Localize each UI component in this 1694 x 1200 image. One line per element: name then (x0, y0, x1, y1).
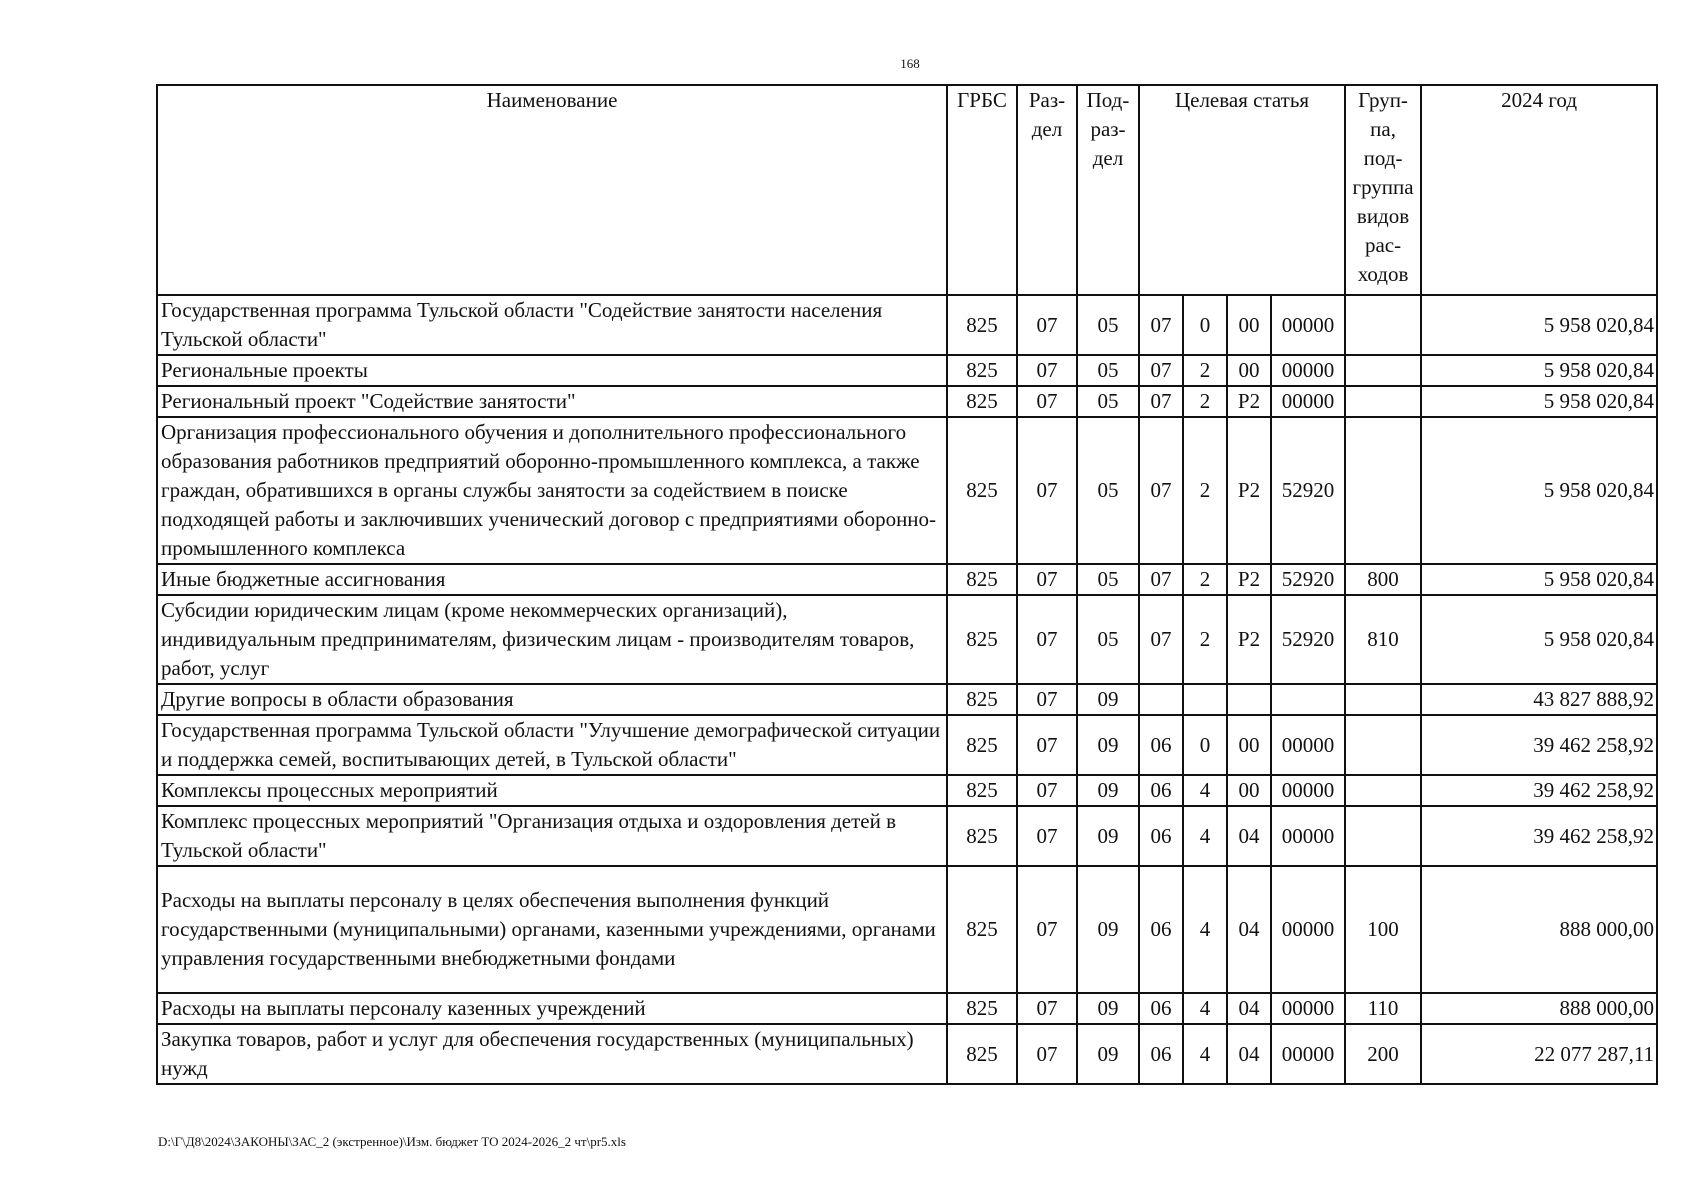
cell-amount: 888 000,00 (1421, 866, 1657, 993)
cell-expense-group (1345, 386, 1421, 417)
header-grbs: ГРБС (947, 85, 1017, 295)
cell-amount: 39 462 258,92 (1421, 806, 1657, 866)
cell-target-program: 07 (1139, 595, 1183, 684)
page-number: 168 (900, 56, 920, 71)
header-row (157, 85, 1657, 295)
cell-amount: 5 958 020,84 (1421, 386, 1657, 417)
cell-target-direction: 52920 (1271, 564, 1345, 595)
cell-expense-group (1345, 295, 1421, 355)
cell-expense-group: 810 (1345, 595, 1421, 684)
cell-amount: 5 958 020,84 (1421, 564, 1657, 595)
cell-target-item: 04 (1227, 806, 1271, 866)
cell-target-program: 06 (1139, 993, 1183, 1024)
table-row (157, 993, 1657, 1024)
header-year: 2024 год (1421, 85, 1657, 295)
cell-razdel: 07 (1017, 295, 1077, 355)
header-name: Наименование (157, 85, 947, 295)
cell-grbs: 825 (947, 715, 1017, 775)
cell-name: Закупка товаров, работ и услуг для обеспечения государственных (муниципальных) нужд (157, 1024, 947, 1084)
cell-expense-group (1345, 715, 1421, 775)
cell-name: Региональный проект "Содействие занятости" (157, 386, 947, 417)
cell-podrazdel: 09 (1077, 775, 1139, 806)
cell-amount: 5 958 020,84 (1421, 355, 1657, 386)
cell-podrazdel: 05 (1077, 386, 1139, 417)
cell-target-type: 0 (1183, 715, 1227, 775)
cell-name: Иные бюджетные ассигнования (157, 564, 947, 595)
cell-target-item: P2 (1227, 564, 1271, 595)
header-podrazdel: Под- раз- дел (1077, 85, 1139, 295)
cell-podrazdel: 05 (1077, 355, 1139, 386)
cell-target-item: 04 (1227, 866, 1271, 993)
cell-target-item: P2 (1227, 417, 1271, 564)
cell-target-direction: 00000 (1271, 866, 1345, 993)
cell-target-direction: 00000 (1271, 295, 1345, 355)
cell-target-item (1227, 684, 1271, 715)
cell-podrazdel: 05 (1077, 417, 1139, 564)
cell-target-type: 2 (1183, 417, 1227, 564)
cell-name: Государственная программа Тульской области "Содействие занятости населения Тульской области" (157, 295, 947, 355)
cell-amount: 5 958 020,84 (1421, 595, 1657, 684)
cell-razdel: 07 (1017, 993, 1077, 1024)
cell-target-program: 07 (1139, 417, 1183, 564)
cell-expense-group: 800 (1345, 564, 1421, 595)
cell-target-type: 4 (1183, 866, 1227, 993)
cell-amount: 5 958 020,84 (1421, 295, 1657, 355)
header-target: Целевая статья (1139, 85, 1345, 295)
cell-name: Субсидии юридическим лицам (кроме некоммерческих организаций), индивидуальным предпринимателям, физическим лицам - производителям товаров, работ, услуг (157, 595, 947, 684)
cell-amount: 5 958 020,84 (1421, 417, 1657, 564)
table-row (157, 806, 1657, 866)
cell-amount: 39 462 258,92 (1421, 715, 1657, 775)
cell-target-direction: 00000 (1271, 993, 1345, 1024)
cell-target-direction: 52920 (1271, 595, 1345, 684)
cell-grbs: 825 (947, 355, 1017, 386)
cell-target-type (1183, 684, 1227, 715)
cell-expense-group: 110 (1345, 993, 1421, 1024)
cell-amount: 43 827 888,92 (1421, 684, 1657, 715)
table-row (157, 386, 1657, 417)
cell-target-direction: 00000 (1271, 355, 1345, 386)
cell-razdel: 07 (1017, 355, 1077, 386)
cell-grbs: 825 (947, 417, 1017, 564)
cell-grbs: 825 (947, 1024, 1017, 1084)
cell-podrazdel: 09 (1077, 715, 1139, 775)
cell-razdel: 07 (1017, 775, 1077, 806)
cell-target-item: 00 (1227, 775, 1271, 806)
cell-target-item: 04 (1227, 1024, 1271, 1084)
cell-podrazdel: 09 (1077, 806, 1139, 866)
cell-razdel: 07 (1017, 806, 1077, 866)
cell-razdel: 07 (1017, 866, 1077, 993)
file-path-footer: D:\Г\Д8\2024\ЗАКОНЫ\ЗАС_2 (экстренное)\Изм. бюджет ТО 2024-2026_2 чт\pr5.xls (158, 1134, 626, 1149)
cell-name: Расходы на выплаты персоналу казенных учреждений (157, 993, 947, 1024)
cell-target-direction: 00000 (1271, 1024, 1345, 1084)
cell-target-item: P2 (1227, 595, 1271, 684)
cell-razdel: 07 (1017, 595, 1077, 684)
cell-target-program: 07 (1139, 386, 1183, 417)
table-row (157, 355, 1657, 386)
cell-target-item: 00 (1227, 295, 1271, 355)
cell-expense-group (1345, 684, 1421, 715)
cell-razdel: 07 (1017, 564, 1077, 595)
cell-amount: 888 000,00 (1421, 993, 1657, 1024)
table-row (157, 295, 1657, 355)
cell-target-item: 00 (1227, 715, 1271, 775)
cell-podrazdel: 05 (1077, 595, 1139, 684)
cell-expense-group (1345, 417, 1421, 564)
cell-target-item: 00 (1227, 355, 1271, 386)
cell-grbs: 825 (947, 684, 1017, 715)
cell-target-program: 07 (1139, 295, 1183, 355)
cell-name: Комплексы процессных мероприятий (157, 775, 947, 806)
cell-target-program: 07 (1139, 355, 1183, 386)
cell-target-program: 06 (1139, 806, 1183, 866)
budget-table (156, 84, 1658, 1085)
cell-target-item: P2 (1227, 386, 1271, 417)
cell-target-program (1139, 684, 1183, 715)
table-row (157, 564, 1657, 595)
cell-expense-group: 100 (1345, 866, 1421, 993)
cell-grbs: 825 (947, 806, 1017, 866)
cell-target-direction: 00000 (1271, 386, 1345, 417)
cell-target-direction: 52920 (1271, 417, 1345, 564)
cell-podrazdel: 09 (1077, 866, 1139, 993)
cell-target-type: 0 (1183, 295, 1227, 355)
table-row (157, 866, 1657, 993)
cell-razdel: 07 (1017, 417, 1077, 564)
cell-target-direction: 00000 (1271, 715, 1345, 775)
cell-target-program: 06 (1139, 1024, 1183, 1084)
cell-target-type: 4 (1183, 993, 1227, 1024)
table-row (157, 684, 1657, 715)
table-row (157, 1024, 1657, 1084)
cell-grbs: 825 (947, 295, 1017, 355)
cell-target-direction: 00000 (1271, 775, 1345, 806)
cell-razdel: 07 (1017, 386, 1077, 417)
cell-target-direction: 00000 (1271, 806, 1345, 866)
cell-expense-group (1345, 806, 1421, 866)
cell-name: Организация профессионального обучения и дополнительного профессионального образования работников предприятий оборонно-промышленного комплекса, а также граждан, обратившихся в органы службы занятости за содействием в поиске подходящей работы и заключивших ученический договор с предприятиями оборонно-промышленного комплекса (157, 417, 947, 564)
table-row (157, 417, 1657, 564)
cell-target-type: 2 (1183, 564, 1227, 595)
cell-target-type: 4 (1183, 775, 1227, 806)
cell-razdel: 07 (1017, 684, 1077, 715)
cell-grbs: 825 (947, 564, 1017, 595)
cell-target-type: 2 (1183, 595, 1227, 684)
cell-target-item: 04 (1227, 993, 1271, 1024)
header-razdel: Раз- дел (1017, 85, 1077, 295)
cell-podrazdel: 05 (1077, 564, 1139, 595)
cell-grbs: 825 (947, 386, 1017, 417)
cell-target-program: 06 (1139, 715, 1183, 775)
cell-grbs: 825 (947, 775, 1017, 806)
cell-podrazdel: 09 (1077, 1024, 1139, 1084)
cell-name: Другие вопросы в области образования (157, 684, 947, 715)
header-group: Груп- па, под- группа видов рас- ходов (1345, 85, 1421, 295)
cell-expense-group: 200 (1345, 1024, 1421, 1084)
cell-target-type: 2 (1183, 386, 1227, 417)
cell-expense-group (1345, 775, 1421, 806)
cell-target-program: 06 (1139, 866, 1183, 993)
table-row (157, 715, 1657, 775)
cell-target-type: 4 (1183, 806, 1227, 866)
cell-expense-group (1345, 355, 1421, 386)
cell-grbs: 825 (947, 595, 1017, 684)
cell-grbs: 825 (947, 993, 1017, 1024)
table-row (157, 595, 1657, 684)
cell-razdel: 07 (1017, 1024, 1077, 1084)
cell-amount: 39 462 258,92 (1421, 775, 1657, 806)
table-row (157, 775, 1657, 806)
cell-razdel: 07 (1017, 715, 1077, 775)
cell-amount: 22 077 287,11 (1421, 1024, 1657, 1084)
cell-target-direction (1271, 684, 1345, 715)
cell-name: Расходы на выплаты персоналу в целях обеспечения выполнения функций государственными (муниципальными) органами, казенными учреждениями, органами управления государственными внебюджетными фондами (157, 866, 947, 993)
cell-grbs: 825 (947, 866, 1017, 993)
cell-target-type: 4 (1183, 1024, 1227, 1084)
cell-name: Комплекс процессных мероприятий "Организация отдыха и оздоровления детей в Тульской области" (157, 806, 947, 866)
cell-target-type: 2 (1183, 355, 1227, 386)
cell-name: Региональные проекты (157, 355, 947, 386)
cell-podrazdel: 09 (1077, 684, 1139, 715)
cell-podrazdel: 09 (1077, 993, 1139, 1024)
cell-name: Государственная программа Тульской области "Улучшение демографической ситуации и поддержка семей, воспитывающих детей, в Тульской области" (157, 715, 947, 775)
cell-target-program: 06 (1139, 775, 1183, 806)
cell-podrazdel: 05 (1077, 295, 1139, 355)
cell-target-program: 07 (1139, 564, 1183, 595)
